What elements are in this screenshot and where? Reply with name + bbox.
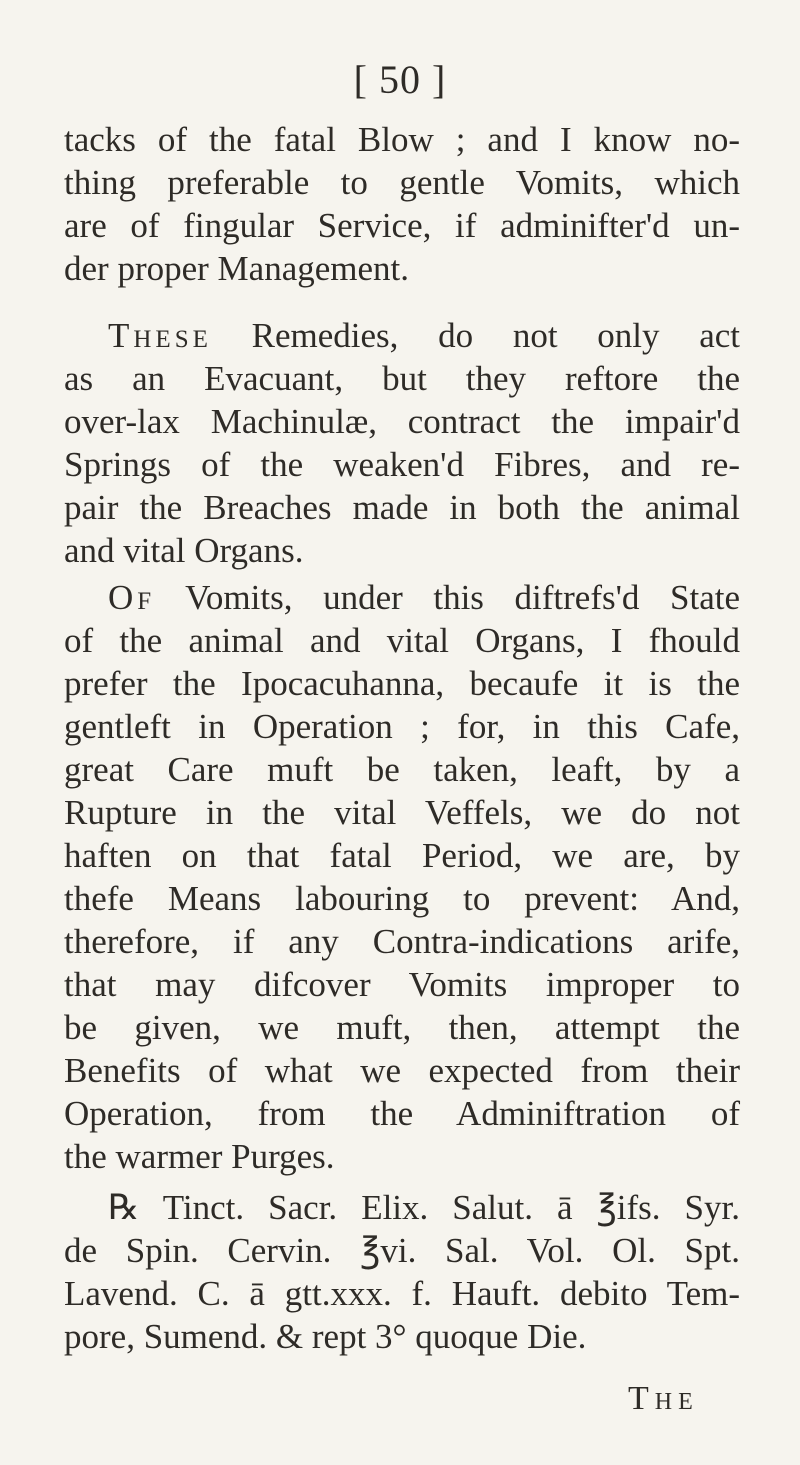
text-line: Benefits of what we expected from their [64, 1051, 740, 1090]
text-line: Operation, from the Adminiftration of [64, 1094, 740, 1133]
text-line: Rupture in the vital Veffels, we do not [64, 793, 740, 832]
text-line: therefore, if any Contra-indications arife, [64, 922, 740, 961]
prescription-line: de Spin. Cervin. ℥vi. Sal. Vol. Ol. Spt. [64, 1231, 740, 1270]
text-line: pair the Breaches made in both the animal [64, 488, 740, 527]
text-line: of the animal and vital Organs, I fhould [64, 621, 740, 660]
text-line [64, 314, 740, 357]
text-line: and vital Organs. [64, 531, 304, 570]
prescription-line: Lavend. C. ā gtt.xxx. f. Hauft. debito Tem- [64, 1274, 740, 1313]
text-line: thing preferable to gentle Vomits, which [64, 163, 740, 202]
text-line: gentleft in Operation ; for, in this Cafe, [64, 707, 740, 746]
text-line: the warmer Purges. [64, 1137, 335, 1176]
catchword: The [628, 1380, 699, 1417]
text-fragment: Remedies, do not only act [211, 316, 740, 355]
text-line: prefer the Ipocacuhanna, becaufe it is the [64, 664, 740, 703]
lead-word: Of [108, 578, 156, 617]
text-line: der proper Management. [64, 249, 409, 288]
page-number: [ 50 ] [353, 57, 447, 102]
text-line [64, 576, 740, 619]
text-line: that may difcover Vomits improper to [64, 965, 740, 1004]
text-line: tacks of the fatal Blow ; and I know no- [64, 120, 740, 159]
text-line: great Care muft be taken, leaft, by a [64, 750, 740, 789]
text-line: haften on that fatal Period, we are, by [64, 836, 740, 875]
paragraph-2 [64, 314, 740, 572]
prescription-line: pore, Sumend. & rept 3° quoque Die. [64, 1317, 587, 1356]
text-line: over-lax Machinulæ, contract the impair'd [64, 402, 740, 441]
lead-word: These [108, 316, 212, 355]
text-line: are of fingular Service, if adminifter'd un- [64, 206, 740, 245]
text-line: as an Evacuant, but they reftore the [64, 359, 740, 398]
paragraph-1 [64, 118, 740, 290]
text-line: thefe Means labouring to prevent: And, [64, 879, 740, 918]
text-fragment: Vomits, under this diftrefs'd State [155, 578, 740, 617]
paragraph-3 [64, 576, 740, 1178]
text-line: Springs of the weaken'd Fibres, and re- [64, 445, 740, 484]
text-line: be given, we muft, then, attempt the [64, 1008, 740, 1047]
prescription-line: ℞ Tinct. Sacr. Elix. Salut. ā ℥ifs. Syr. [108, 1188, 740, 1227]
prescription [64, 1186, 740, 1358]
